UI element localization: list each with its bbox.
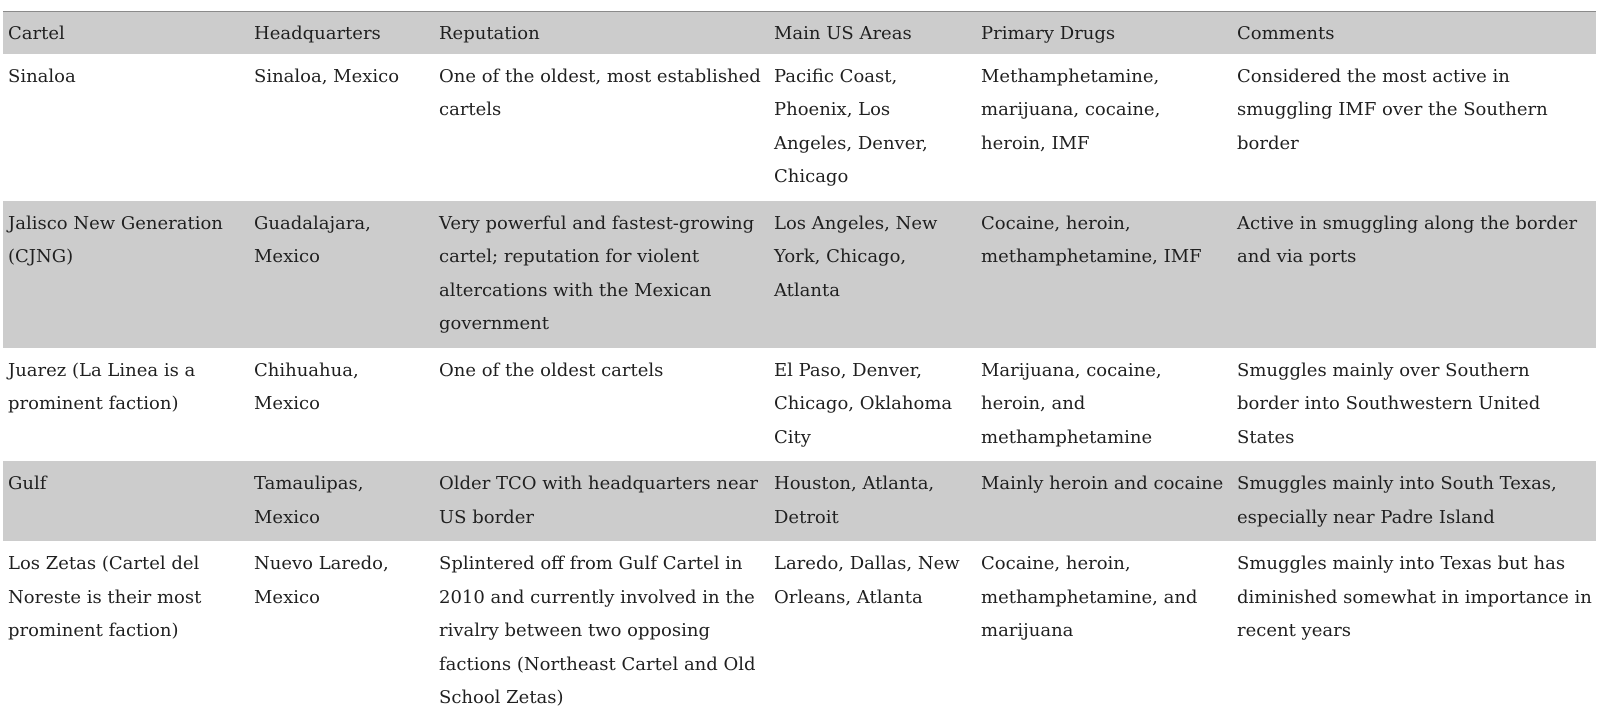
cell-cartel: Sinaloa — [8, 65, 76, 87]
table-row — [3, 461, 1596, 541]
cell-reputation: Splintered off from Gulf Cartel in 2010 and currently involved in the rivalry between two opposing factions (Northeast Cartel and Old School Zetas) — [439, 553, 756, 708]
header-comments: Comments — [1237, 23, 1335, 44]
cell-comments: Considered the most active in smuggling IMF over the Southern border — [1237, 65, 1548, 154]
cartel-table — [3, 12, 1596, 722]
header-primary-drugs: Primary Drugs — [981, 23, 1116, 44]
cell-reputation: One of the oldest, most established cartels — [439, 65, 761, 120]
cell-primary-drugs: Cocaine, heroin, methamphetamine, and marijuana — [981, 553, 1198, 641]
cell-headquarters: Tamaulipas, Mexico — [254, 473, 364, 528]
cell-primary-drugs: Methamphetamine, marijuana, cocaine, heroin, IMF — [981, 65, 1161, 154]
cell-cartel: Gulf — [8, 473, 47, 494]
cell-main-us-areas: El Paso, Denver, Chicago, Oklahoma City — [774, 359, 953, 448]
cell-comments: Active in smuggling along the border and via ports — [1237, 212, 1578, 267]
cell-headquarters: Sinaloa, Mexico — [254, 65, 400, 87]
cell-cartel: Juarez (La Linea is a prominent faction) — [8, 359, 196, 414]
cell-primary-drugs: Mainly heroin and cocaine — [981, 473, 1224, 494]
cell-cartel: Los Zetas (Cartel del Noreste is their most prominent faction) — [8, 553, 202, 641]
cell-comments: Smuggles mainly over Southern border into Southwestern United States — [1237, 359, 1541, 448]
cell-primary-drugs: Marijuana, cocaine, heroin, and methamphetamine — [981, 359, 1162, 448]
header-headquarters: Headquarters — [254, 23, 381, 44]
cell-reputation: Very powerful and fastest-growing cartel; reputation for violent altercations with the Mexican government — [439, 212, 755, 334]
cell-headquarters: Nuevo Laredo, Mexico — [254, 553, 389, 608]
header-cartel: Cartel — [8, 23, 65, 44]
cell-main-us-areas: Laredo, Dallas, New Orleans, Atlanta — [774, 553, 960, 608]
cell-headquarters: Chihuahua, Mexico — [254, 359, 359, 414]
header-main-us-areas: Main US Areas — [774, 23, 912, 44]
cell-main-us-areas: Los Angeles, New York, Chicago, Atlanta — [774, 212, 938, 301]
cell-main-us-areas: Pacific Coast, Phoenix, Los Angeles, Denver, Chicago — [774, 65, 928, 187]
cell-comments: Smuggles mainly into South Texas, especially near Padre Island — [1237, 473, 1557, 528]
cell-comments: Smuggles mainly into Texas but has diminished somewhat in importance in recent years — [1237, 553, 1592, 641]
cartel-table-container — [3, 11, 1596, 722]
header-reputation: Reputation — [439, 23, 540, 44]
table-row — [3, 201, 1596, 348]
cell-headquarters: Guadalajara, Mexico — [254, 212, 371, 267]
table-row — [3, 348, 1596, 462]
table-header-row — [3, 12, 1596, 54]
table-row — [3, 54, 1596, 201]
cell-primary-drugs: Cocaine, heroin, methamphetamine, IMF — [981, 212, 1202, 267]
cell-cartel: Jalisco New Generation (CJNG) — [8, 212, 223, 267]
cell-main-us-areas: Houston, Atlanta, Detroit — [774, 473, 935, 528]
cell-reputation: One of the oldest cartels — [439, 359, 664, 381]
cell-reputation: Older TCO with headquarters near US border — [439, 473, 758, 528]
table-row — [3, 541, 1596, 722]
